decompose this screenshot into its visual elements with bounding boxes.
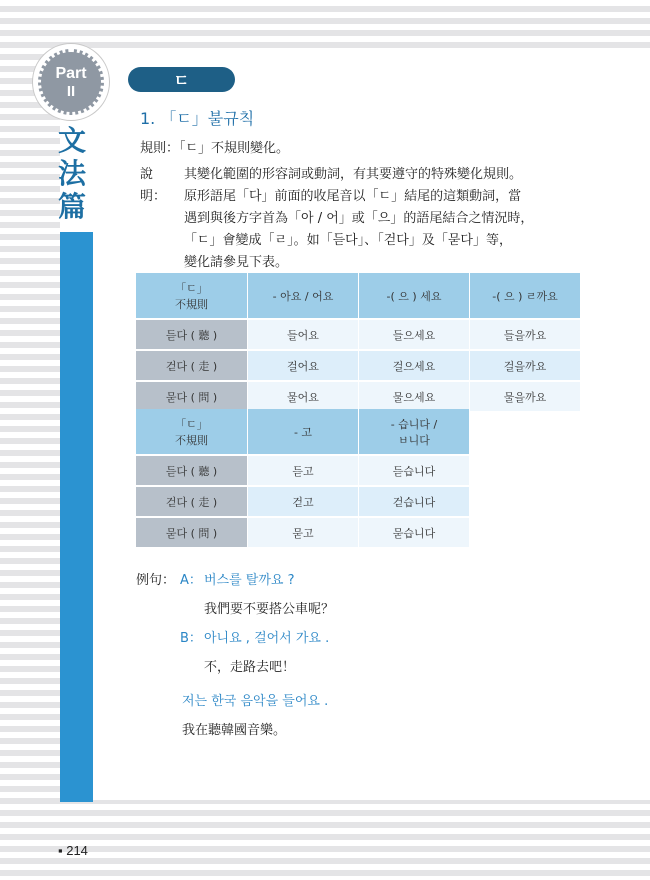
speaker-a-label: A： [180, 573, 202, 588]
row-header: 걷다 ( 走 ) [136, 351, 247, 380]
table-row [136, 320, 580, 349]
table-header: -( 으 ) 세요 [359, 273, 469, 318]
row-header: 듣다 ( 聽 ) [136, 320, 247, 349]
row-header: 묻다 ( 問 ) [136, 518, 247, 547]
table-cell: 듣고 [248, 456, 358, 485]
table-cell: 들으세요 [359, 320, 469, 349]
explanation-line: 「ㄷ」會變成「ㄹ」。如「듣다」、「걷다」及「묻다」等， [184, 233, 512, 248]
section-pill: ㄷ [128, 67, 235, 92]
table-header: 「ㄷ」 不規則 [136, 409, 247, 454]
table-cell: 묻고 [248, 518, 358, 547]
table-header: - 고 [248, 409, 358, 454]
example-a-chinese: 我們要不要搭公車呢？ [204, 602, 335, 617]
conjugation-table-2 [135, 407, 470, 549]
table-cell: 걸으세요 [359, 351, 469, 380]
row-header: 듣다 ( 聽 ) [136, 456, 247, 485]
table-header: - 아요 / 어요 [248, 273, 358, 318]
table-row [136, 518, 469, 547]
page-number: ▪ 214 [58, 843, 88, 858]
table-row [136, 456, 469, 485]
table-header: -( 으 ) ㄹ까요 [470, 273, 580, 318]
examples-label: 例句： [136, 573, 176, 588]
table-cell: 들을까요 [470, 320, 580, 349]
table-row [136, 487, 469, 516]
explanation-label: 說明： [140, 167, 167, 204]
section-title: 1. 「ㄷ」불규칙 [140, 109, 255, 128]
table-cell: 물어요 [248, 382, 358, 411]
table-row [136, 351, 580, 380]
explanation-line: 變化請參見下表。 [184, 255, 289, 270]
speaker-b-label: B： [180, 631, 202, 646]
example-c-korean: 저는 한국 음악을 들어요 . [182, 694, 329, 709]
explanation-line: 原形語尾「다」前面的收尾音以「ㄷ」結尾的這類動詞，當 [184, 189, 522, 204]
example-a-korean: 버스를 탈까요 ? [204, 573, 295, 588]
part-badge [38, 49, 104, 115]
table-header: 「ㄷ」 不規則 [136, 273, 247, 318]
part-label: Part [55, 64, 87, 82]
side-accent-bar [60, 232, 93, 802]
row-header: 묻다 ( 問 ) [136, 382, 247, 411]
table-cell: 걷고 [248, 487, 358, 516]
table-cell: 걸어요 [248, 351, 358, 380]
conjugation-table-1 [135, 271, 581, 413]
explanation-line: 遇到與後方字首為「아 / 어」或「으」的語尾結合之情況時， [184, 211, 534, 226]
vtitle-char: 法 [57, 157, 86, 190]
table-header: - 습니다 / ㅂ니다 [359, 409, 469, 454]
table-cell: 물을까요 [470, 382, 580, 411]
table-cell: 물으세요 [359, 382, 469, 411]
example-b-chinese: 不，走路去吧！ [204, 660, 296, 675]
part-number: II [66, 82, 76, 100]
table-cell: 들어요 [248, 320, 358, 349]
vtitle-char: 文 [57, 124, 86, 157]
rule-line: 規則：「ㄷ」不規則變化。 [140, 141, 290, 156]
table-cell: 걷습니다 [359, 487, 469, 516]
explanation-line: 其變化範圍的形容詞或動詞，有其要遵守的特殊變化規則。 [184, 167, 523, 182]
example-c-chinese: 我在聽韓國音樂。 [182, 723, 287, 738]
table-cell: 걸을까요 [470, 351, 580, 380]
vtitle-char: 篇 [57, 190, 86, 223]
example-b-korean: 아니요 , 걸어서 가요 . [204, 631, 330, 646]
row-header: 걷다 ( 走 ) [136, 487, 247, 516]
table-cell: 묻습니다 [359, 518, 469, 547]
vertical-section-title [52, 124, 92, 223]
table-cell: 듣습니다 [359, 456, 469, 485]
